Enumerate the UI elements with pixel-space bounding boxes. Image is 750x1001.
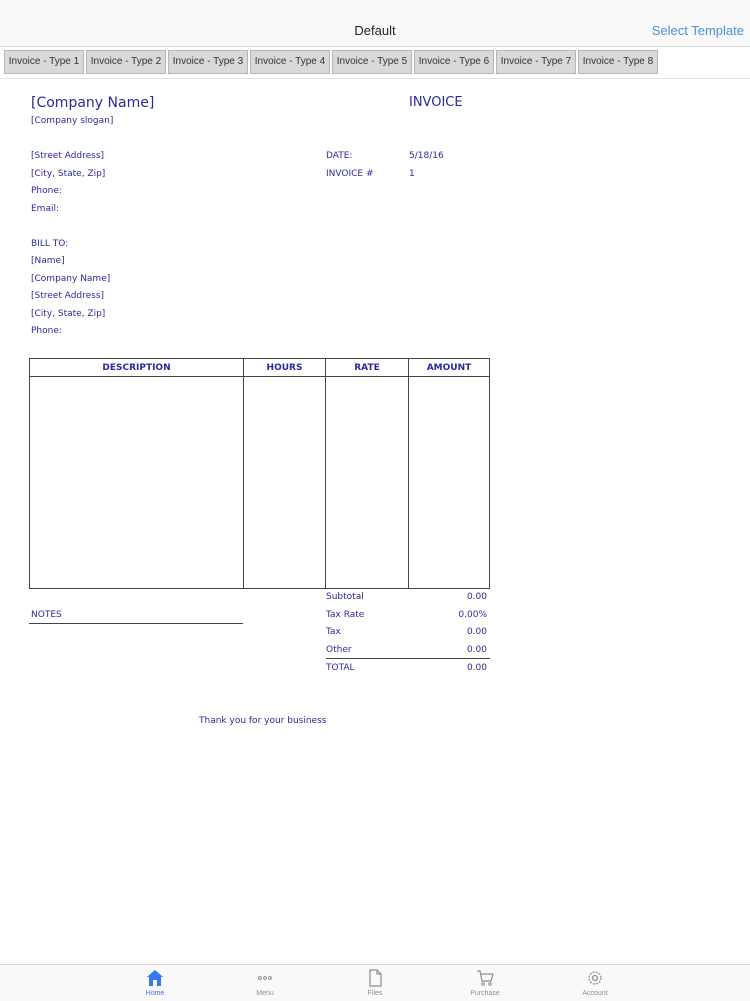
tabbar-files-label: Files	[367, 990, 383, 997]
tab-invoice-type-7[interactable]: Invoice - Type 7	[496, 50, 576, 74]
company-name: [Company Name]	[31, 95, 155, 111]
tabbar-home[interactable]	[125, 969, 185, 997]
bill-to-label: BILL TO:	[31, 239, 69, 249]
tab-invoice-type-3[interactable]: Invoice - Type 3	[168, 50, 248, 74]
tabbar-files[interactable]	[345, 969, 405, 997]
bill-to-phone: Phone:	[31, 326, 62, 336]
from-email: Email:	[31, 204, 60, 214]
column-divider	[243, 359, 244, 588]
other-value: 0.00	[466, 645, 487, 655]
tabbar-account[interactable]	[565, 969, 625, 997]
header-rate: RATE	[354, 363, 380, 373]
menu-dots-icon	[256, 969, 274, 987]
nav-title: Default	[354, 23, 396, 38]
from-city: [City, State, Zip]	[31, 169, 106, 179]
template-tabs	[4, 50, 660, 74]
from-phone: Phone:	[31, 186, 62, 196]
from-street: [Street Address]	[31, 151, 105, 161]
tabbar-home-label: Home	[145, 990, 165, 997]
bill-to-name: [Name]	[31, 256, 65, 266]
tax-rate-value: 0.00%	[458, 610, 487, 620]
bottom-tab-bar	[0, 964, 750, 1001]
tab-invoice-type-5[interactable]: Invoice - Type 5	[332, 50, 412, 74]
bill-to-street: [Street Address]	[31, 291, 105, 301]
notes-label: NOTES	[31, 610, 62, 620]
other-label: Other	[326, 645, 352, 655]
tabbar-account-label: Account	[582, 990, 608, 997]
bill-to-company: [Company Name]	[31, 274, 111, 284]
total-divider	[326, 658, 490, 659]
total-value: 0.00	[466, 663, 487, 673]
tax-value: 0.00	[466, 627, 487, 637]
navigation-bar	[0, 0, 750, 47]
invoice-number-label: INVOICE #	[326, 169, 374, 179]
company-slogan: [Company slogan]	[31, 116, 114, 126]
tab-invoice-type-6[interactable]: Invoice - Type 6	[414, 50, 494, 74]
cart-icon	[476, 969, 494, 987]
total-label: TOTAL	[326, 663, 355, 673]
subtotal-label: Subtotal	[326, 592, 364, 602]
line-items-table	[29, 358, 490, 589]
invoice-title: INVOICE	[409, 95, 463, 110]
tabbar-menu[interactable]	[235, 969, 295, 997]
home-icon	[146, 969, 164, 987]
divider	[0, 78, 750, 79]
invoice-number-value: 1	[409, 169, 415, 179]
tabbar-menu-label: Menu	[256, 990, 274, 997]
tab-invoice-type-1[interactable]: Invoice - Type 1	[4, 50, 84, 74]
date-value: 5/18/16	[409, 151, 444, 161]
header-description: DESCRIPTION	[102, 363, 171, 373]
bill-to-city: [City, State, Zip]	[31, 309, 106, 319]
tab-invoice-type-8[interactable]: Invoice - Type 8	[578, 50, 658, 74]
tax-rate-label: Tax Rate	[326, 610, 365, 620]
column-divider	[408, 359, 409, 588]
tabbar-purchase[interactable]	[455, 969, 515, 997]
thank-you-note: Thank you for your business	[199, 716, 327, 726]
tax-label: Tax	[326, 627, 341, 637]
header-hours: HOURS	[266, 363, 303, 373]
header-amount: AMOUNT	[426, 363, 472, 373]
gear-icon	[586, 969, 604, 987]
tabbar-purchase-label: Purchase	[470, 990, 500, 997]
tab-invoice-type-4[interactable]: Invoice - Type 4	[250, 50, 330, 74]
subtotal-value: 0.00	[466, 592, 487, 602]
column-divider	[325, 359, 326, 588]
select-template-button[interactable]: Select Template	[651, 23, 744, 38]
date-label: DATE:	[326, 151, 353, 161]
file-icon	[366, 969, 384, 987]
notes-underline	[29, 623, 243, 624]
tab-invoice-type-2[interactable]: Invoice - Type 2	[86, 50, 166, 74]
